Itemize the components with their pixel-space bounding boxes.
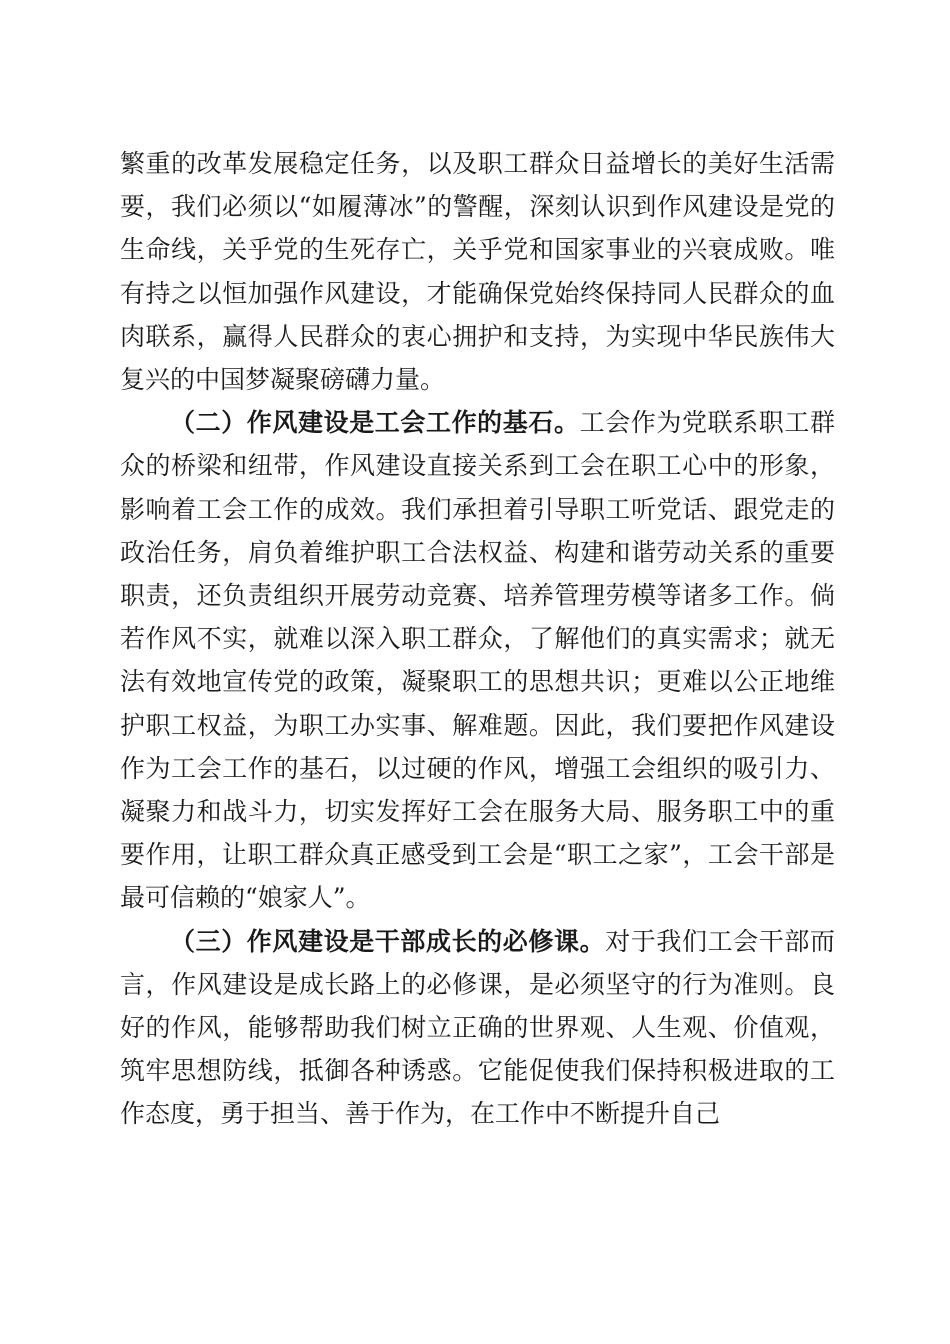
paragraph-section-2 [120, 401, 835, 919]
paragraph-text: 对于我们工会干部而言，作风建设是成长路上的必修课，是必须坚守的行为准则。良好的作风，能够帮助我们树立正确的世界观、人生观、价值观，筑牢思想防线，抵御各种诱惑。它能促使我们保持积极进取的工作态度，勇于担当、善于作为，在工作中不断提升自己 [120, 926, 835, 1129]
section-heading: （三）作风建设是干部成长的必修课。 [170, 926, 606, 956]
document-body [120, 142, 835, 1136]
paragraph-text: 工会作为党联系职工群众的桥梁和纽带，作风建设直接关系到工会在职工心中的形象，影响着工会工作的成效。我们承担着引导职工听党话、跟党走的政治任务，肩负着维护职工合法权益、构建和谐劳动关系的重要职责，还负责组织开展劳动竞赛、培养管理劳模等诸多工作。倘若作风不实，就难以深入职工群众，了解他们的真实需求；就无法有效地宣传党的政策，凝聚职工的思想共识；更难以公正地维护职工权益，为职工办实事、解难题。因此，我们要把作风建设作为工会工作的基石，以过硬的作风，增强工会组织的吸引力、凝聚力和战斗力，切实发挥好工会在服务大局、服务职工中的重要作用，让职工群众真正感受到工会是“职工之家”，工会干部是最可信赖的“娘家人”。 [120, 408, 835, 913]
paragraph-text: 繁重的改革发展稳定任务，以及职工群众日益增长的美好生活需要，我们必须以“如履薄冰”的警醒，深刻认识到作风建设是党的生命线，关乎党的生死存亡，关乎党和国家事业的兴衰成败。唯有持之以恒加强作风建设，才能确保党始终保持同人民群众的血肉联系，赢得人民群众的衷心拥护和支持，为实现中华民族伟大复兴的中国梦凝聚磅礴力量。 [120, 149, 835, 395]
section-heading: （二）作风建设是工会工作的基石。 [170, 408, 580, 438]
paragraph-section-3 [120, 920, 835, 1136]
paragraph-continuation [120, 142, 835, 401]
